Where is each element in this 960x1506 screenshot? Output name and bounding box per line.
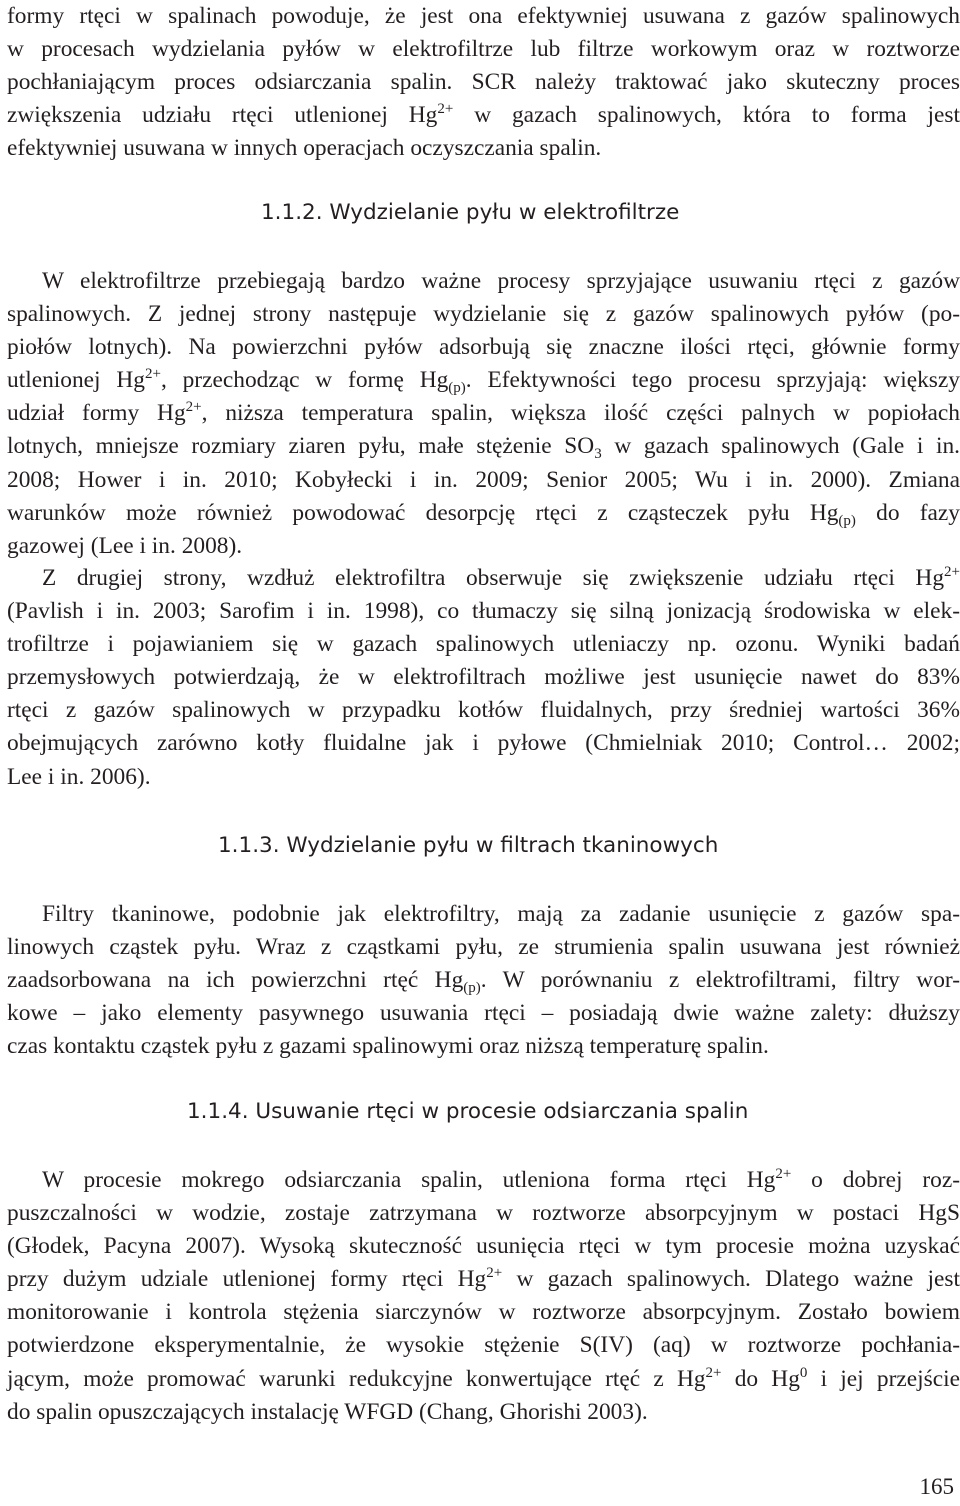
text-line [7,132,960,165]
text-run: w gazach spalinowych. Dlatego ważne jest [502,1266,960,1293]
text-run: zwiększenia udziału rtęci utlenionej Hg [7,102,438,129]
text-line [7,430,960,463]
text-run: , przechodząc w formę Hg [160,367,449,394]
text-run: linowych cząstek pyłu. Wraz z cząstkami pyłu, ze strumienia spalin usuwana jest również [7,934,960,961]
page-number: 165 [919,1474,954,1499]
text-run: rtęci z gazów spalinowych w przypadku kotłów fluidalnych, przy średniej wartości 36% [7,697,960,724]
text-line [7,727,960,760]
text-line [7,397,960,430]
text-run: . Efektywności tego procesu sprzyjają: większy [465,367,960,394]
text-run: formy rtęci w spalinach powoduje, że jest ona efektywniej usuwana z gazów spalinowych [7,3,960,29]
text-run: Filtry tkaninowe, podobnie jak elektrofiltry, mają za zadanie usunięcie z gazów spa- [42,901,960,927]
paragraph-desulfurization [7,1164,960,1429]
text-line [7,1030,960,1063]
text-run: obejmujących zarówno kotły fluidalne jak i pyłowe (Chmielniak 2010; Control… 2002; [7,730,960,757]
text-line [7,562,960,595]
paragraph-electrofilter [7,265,960,563]
text-run: udział formy Hg [7,400,186,427]
text-run: pochłaniającym proces odsiarczania spalin. SCR należy traktować jako skuteczny proces [7,69,960,96]
text-line [7,464,960,497]
text-run: i jej przejście [807,1365,960,1392]
text-run: . W porównaniu z elektrofiltrami, filtry wor- [480,967,960,994]
text-run: do fazy [855,499,960,526]
text-run: 2008; Hower i in. 2010; Kobyłecki i in. 2009; Senior 2005; Wu i in. 2000). Zmiana [7,466,960,493]
text-line [7,898,960,931]
text-line [7,497,960,530]
text-line [7,1296,960,1329]
subscript: (p) [448,380,466,397]
text-run: warunków może również powodować desorpcję rtęci z cząsteczek pyłu Hg [7,499,839,526]
text-run: efektywniej usuwana w innych operacjach oczyszczania spalin. [7,135,602,162]
text-run: (Pavlish i in. 2003; Sarofim i in. 1998), co tłumaczy się silną jonizacją środowiska w elek- [7,598,960,625]
superscript: 2+ [486,1265,503,1282]
text-run: W elektrofiltrze przebiegają bardzo ważne procesy sprzyjające usuwaniu rtęci z gazów [42,268,960,294]
superscript: 2+ [437,101,454,118]
text-line [7,1197,960,1230]
text-run: (Głodek, Pacyna 2007). Wysoką skuteczność usunięcia rtęci w tym procesie można uzyskać [7,1233,960,1260]
text-line [7,595,960,628]
superscript: 2+ [185,399,202,416]
text-run: do spalin opuszczających instalację WFGD (Chang, Ghorishi 2003). [7,1398,648,1425]
text-run: w procesach wydzielania pyłów w elektrofiltrze lub filtrze workowym oraz w roztworze [7,36,960,63]
section-heading-1-1-3: 1.1.3. Wydzielanie pyłu w filtrach tkaninowych [218,833,719,858]
text-run: Z drugiej strony, wzdłuż elektrofiltra obserwuje się zwiększenie udziału rtęci Hg [42,565,945,591]
text-run: przy dużym udziale utlenionej formy rtęci Hg [7,1266,487,1293]
text-run: W procesie mokrego odsiarczania spalin, utleniona forma rtęci Hg [42,1167,776,1193]
text-line [7,99,960,132]
text-line [7,33,960,66]
section-heading-1-1-2: 1.1.2. Wydzielanie pyłu w elektrofiltrze [261,200,680,225]
text-run: trofiltrze i pojawianiem się w gazach spalinowych utleniaczy np. ozonu. Wyniki badań [7,631,960,658]
text-line [7,694,960,727]
text-run: kowe – jako elementy pasywnego usuwania rtęci – posiadają dwie ważne zalety: dłuższy [7,1000,960,1027]
text-run: zaadsorbowana na ich powierzchni rtęć Hg [7,967,464,994]
text-line [7,364,960,397]
text-line [7,1363,960,1396]
text-line [7,1164,960,1197]
text-line [7,661,960,694]
paragraph-fabric-filters [7,898,960,1063]
section-heading-1-1-4: 1.1.4. Usuwanie rtęci w procesie odsiarczania spalin [187,1099,749,1124]
text-run: przemysłowych potwierdzają, że w elektrofiltrach możliwe jest usunięcie nawet do 83% [7,664,960,691]
superscript: 2+ [775,1166,792,1182]
text-line [7,628,960,661]
text-line [7,265,960,298]
text-line [7,964,960,997]
text-run: do Hg [721,1365,800,1392]
text-run: czas kontaktu cząstek pyłu z gazami spalinowymi oraz niższą temperaturę spalin. [7,1033,769,1060]
paragraph-electrofilter-oxidation [7,562,960,794]
text-run: jącym, może promować warunki redukcyjne konwertujące rtęć z Hg [7,1365,706,1392]
text-line [7,1230,960,1263]
text-run: potwierdzone eksperymentalnie, że wysokie stężenie S(IV) (aq) w roztworze pochłania- [7,1332,960,1359]
text-run: lotnych, mniejsze rozmiary ziaren pyłu, małe stężenie SO [7,433,595,460]
subscript: (p) [463,980,481,997]
text-run: puszczalności w wodzie, zostaje zatrzymana w roztworze absorpcyjnym w postaci HgS [7,1200,960,1227]
text-run: w gazach spalinowych, która to forma jest [453,102,960,129]
text-run: Lee i in. 2006). [7,763,151,790]
text-run: , niższa temperatura spalin, większa ilość części palnych w popiołach [201,400,960,427]
text-run: piołów lotnych). Na powierzchni pyłów adsorbują się znaczne ilości rtęci, głównie formy [7,334,960,361]
text-run: o dobrej roz- [791,1167,960,1193]
text-line [7,1263,960,1296]
text-line [7,0,960,33]
text-line [7,761,960,794]
subscript: 3 [594,446,602,463]
text-line [7,66,960,99]
paragraph-scr [7,0,960,165]
text-run: utlenionej Hg [7,367,145,394]
text-run: monitorowanie i kontrola stężenia siarczynów w roztworze absorpcyjnym. Zostało bowiem [7,1299,960,1326]
text-line [7,298,960,331]
superscript: 2+ [944,564,960,580]
text-line [7,530,960,563]
text-run: spalinowych. Z jednej strony następuje wydzielanie się z gazów spalinowych pyłów (po- [7,301,960,328]
text-line [7,1396,960,1429]
superscript: 2+ [144,366,161,383]
text-run: w gazach spalinowych (Gale i in. [601,433,960,460]
subscript: (p) [838,512,856,529]
text-line [7,931,960,964]
text-line [7,1329,960,1362]
text-run: gazowej (Lee i in. 2008). [7,532,243,559]
text-line [7,997,960,1030]
superscript: 0 [799,1364,808,1381]
text-line [7,331,960,364]
superscript: 2+ [705,1364,722,1381]
